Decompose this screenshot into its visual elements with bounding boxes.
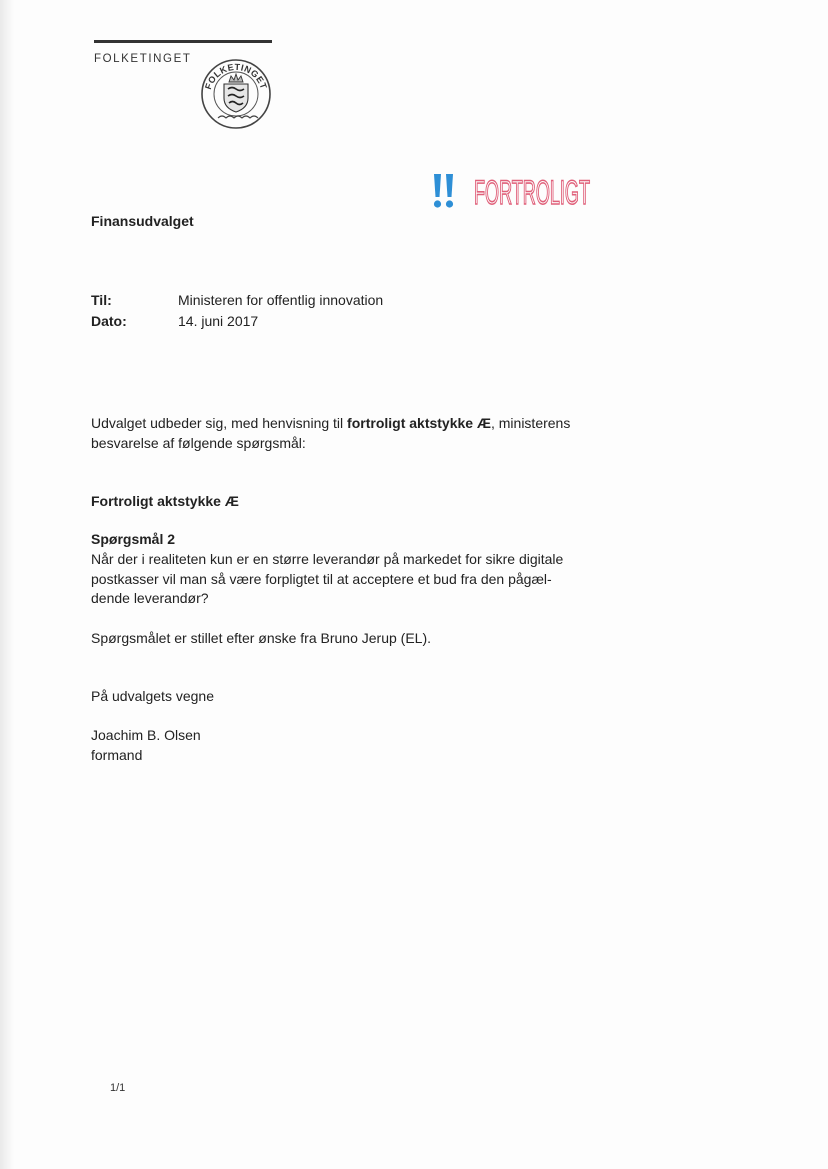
date-value: 14. juni 2017 <box>178 313 259 329</box>
scan-edge-shadow <box>0 0 14 1169</box>
to-value: Ministeren for offentlig innovation <box>178 292 384 308</box>
svg-text:FOLKETINGET: FOLKETINGET <box>203 61 269 91</box>
question-line: Når der i realiteten kun er en større leverandør på markedet for sikre digitale <box>91 551 564 567</box>
section-heading: Fortroligt aktstykke Æ <box>91 493 239 509</box>
question-text <box>91 550 563 609</box>
question-heading: Spørgsmål 2 <box>91 531 176 547</box>
question-line: postkasser vil man så være forpligtet til at acceptere et bud fra den pågæl- <box>91 570 552 587</box>
page-number: 1/1 <box>110 1082 126 1094</box>
on-behalf-line: På udvalgets vegne <box>91 688 214 704</box>
question-note: Spørgsmålet er stillet efter ønske fra Bruno Jerup (EL). <box>91 630 432 646</box>
confidential-stamp <box>432 166 592 216</box>
committee-name: Finansudvalget <box>91 213 194 229</box>
org-name: FOLKETINGET <box>94 53 192 65</box>
double-exclamation-icon <box>434 174 453 208</box>
to-label: Til: <box>91 292 112 308</box>
signatory-name: Joachim B. Olsen <box>91 727 201 743</box>
intro-paragraph <box>91 414 570 453</box>
question-line: dende leverandør? <box>91 590 209 606</box>
date-label: Dato: <box>91 313 127 329</box>
intro-line-1: Udvalget udbeder sig, med henvisning til fortroligt aktstykke Æ, ministerens <box>91 415 571 431</box>
folketinget-seal-icon <box>200 58 272 130</box>
header-rule <box>94 40 272 43</box>
intro-line-2: besvarelse af følgende spørgsmål: <box>91 434 306 451</box>
referenced-document: fortroligt aktstykke Æ <box>347 415 491 431</box>
stamp-text: FORTROLIGT <box>474 174 590 212</box>
signatory-title: formand <box>91 747 143 763</box>
